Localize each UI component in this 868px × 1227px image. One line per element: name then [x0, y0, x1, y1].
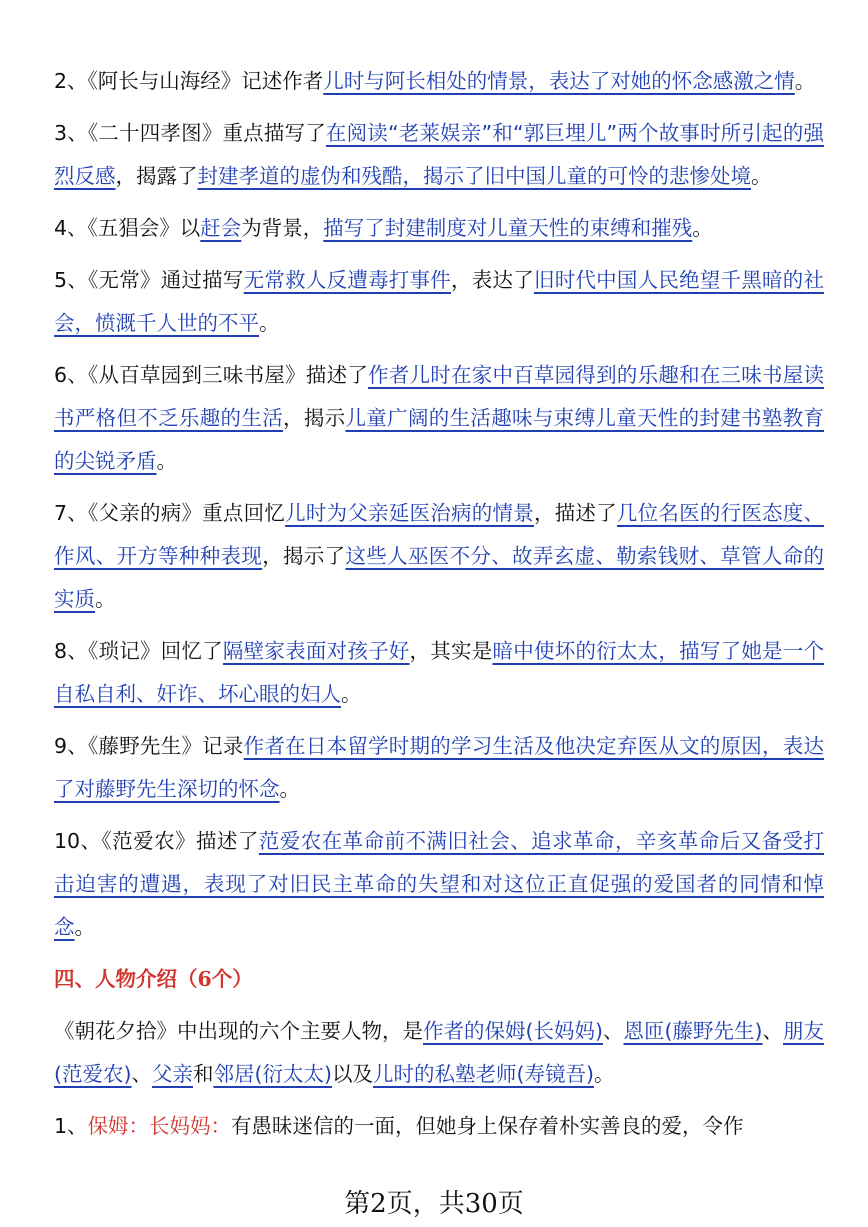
text-run: 6、《从百草园到三味书屋》描述了: [54, 363, 369, 387]
text-run: 。: [74, 915, 95, 939]
text-run: 7、《父亲的病》重点回忆: [54, 501, 286, 525]
underlined-answer: 父亲: [152, 1062, 193, 1086]
underlined-answer: 描写了封建制度对儿童天性的束缚和摧残: [323, 216, 693, 240]
summary-item-5: [54, 259, 824, 345]
text-run: 。: [341, 682, 362, 706]
summary-item-2: [54, 60, 824, 103]
page-footer: 第2页，共30页: [344, 1189, 524, 1219]
text-run: ，揭示了: [262, 544, 346, 568]
text-run: 3、《二十四孝图》重点描写了: [54, 121, 326, 145]
summary-item-10: [54, 820, 824, 949]
underlined-answer: 在阅读“老莱娱亲”和“郭巨埋儿”两个故事时所引起的强烈反感: [54, 121, 824, 188]
text-run: 1、: [54, 1114, 88, 1138]
text-run: 。: [751, 164, 772, 188]
person-entry-1: [54, 1105, 824, 1148]
underlined-answer: 无常救人反遭毒打事件: [243, 268, 452, 292]
text-run: 2、《阿长与山海经》记述作者: [54, 69, 324, 93]
text-run: 。: [156, 449, 177, 473]
underlined-answer: 几位名医的行医态度、作风、开方等种种表现: [54, 501, 825, 568]
underlined-answer: 这些人巫医不分、故弄玄虚、勒索钱财、草管人命的实质: [54, 544, 825, 611]
summary-item-3: [54, 112, 824, 198]
underlined-answer: 范爱农在革命前不满旧社会、追求革命，辛亥革命后又备受打击迫害的遭遇，表现了对旧民主革命的失望和对这位正直促强的爱国者的同情和悼念: [54, 829, 824, 939]
underlined-answer: 赶会: [200, 216, 242, 240]
underlined-answer: 暗中使坏的衍太太，描写了她是一个自私自利、奸诈、坏心眼的妇人: [54, 639, 825, 706]
underlined-answer: 恩匝(藤野先生): [623, 1019, 763, 1043]
underlined-answer: 作者在日本留学时期的学习生活及他决定弃医从文的原因，表达了对藤野先生深切的怀念: [54, 734, 825, 801]
underlined-answer: 儿童广阔的生活趣味与束缚儿童天性的封建书塾教育的尖锐矛盾: [54, 406, 825, 473]
text-run: ，揭示: [283, 406, 346, 430]
text-run: ，表达了: [451, 268, 534, 292]
text-run: 5、《无常》通过描写: [54, 268, 244, 292]
text-run: 。: [794, 69, 816, 93]
document-body: [54, 60, 824, 1157]
text-run: ，其实是: [409, 639, 493, 663]
text-run: 4、《五猖会》以: [54, 216, 201, 240]
text-run: 以及: [332, 1062, 373, 1086]
underlined-answer: 作者的保姆(长妈妈): [423, 1019, 603, 1043]
underlined-answer: 儿时为父亲延医治病的情景: [285, 501, 534, 525]
text-run: 10、《范爱农》描述了: [54, 829, 259, 853]
person-label: 保姆：长妈妈：: [87, 1114, 232, 1138]
text-run: ，揭露了: [115, 164, 198, 188]
underlined-answer: 朋友(范爱农): [54, 1019, 824, 1086]
text-run: 。: [692, 216, 713, 240]
summary-item-4: [54, 207, 824, 250]
underlined-answer: 封建孝道的虚伪和残酷，揭示了旧中国儿童的可怜的悲惨处境: [197, 164, 751, 188]
text-run: 。: [259, 311, 280, 335]
text-run: 《朝花夕拾》中出现的六个主要人物，是: [54, 1019, 423, 1043]
summary-item-6: [54, 354, 824, 483]
text-run: 8、《琐记》回忆了: [54, 639, 223, 663]
section-heading: 四、人物介绍（6个）: [54, 967, 253, 991]
text-run: ，描述了: [533, 501, 617, 525]
characters-intro: [54, 1010, 824, 1096]
underlined-answer: 邻居(衍太太): [213, 1062, 332, 1086]
event-summary-list: [54, 60, 824, 949]
text-run: 、: [603, 1019, 624, 1043]
text-run: 。: [95, 587, 116, 611]
summary-item-9: [54, 725, 824, 811]
summary-item-8: [54, 630, 824, 716]
text-run: 。: [594, 1062, 615, 1086]
text-run: 和: [193, 1062, 214, 1086]
text-run: 、: [131, 1062, 152, 1086]
summary-item-7: [54, 492, 824, 621]
underlined-answer: 儿时与阿长相处的情景，表达了对她的怀念感激之情: [323, 69, 795, 93]
underlined-answer: 旧时代中国人民绝望千黑暗的社会，愤溉千人世的不平: [54, 268, 825, 335]
text-run: 、: [762, 1019, 783, 1043]
text-run: 有愚昧迷信的一面，但她身上保存着朴实善良的爱，令作: [231, 1114, 744, 1138]
text-run: 9、《藤野先生》记录: [54, 734, 244, 758]
underlined-answer: 儿时的私塾老师(寿镜吾): [373, 1062, 594, 1086]
text-run: 。: [279, 777, 300, 801]
text-run: 为背景，: [241, 216, 324, 240]
underlined-answer: 隔壁家表面对孩子好: [222, 639, 410, 663]
underlined-answer: 作者儿时在家中百草园得到的乐趣和在三味书屋读书严格但不乏乐趣的生活: [54, 363, 825, 430]
